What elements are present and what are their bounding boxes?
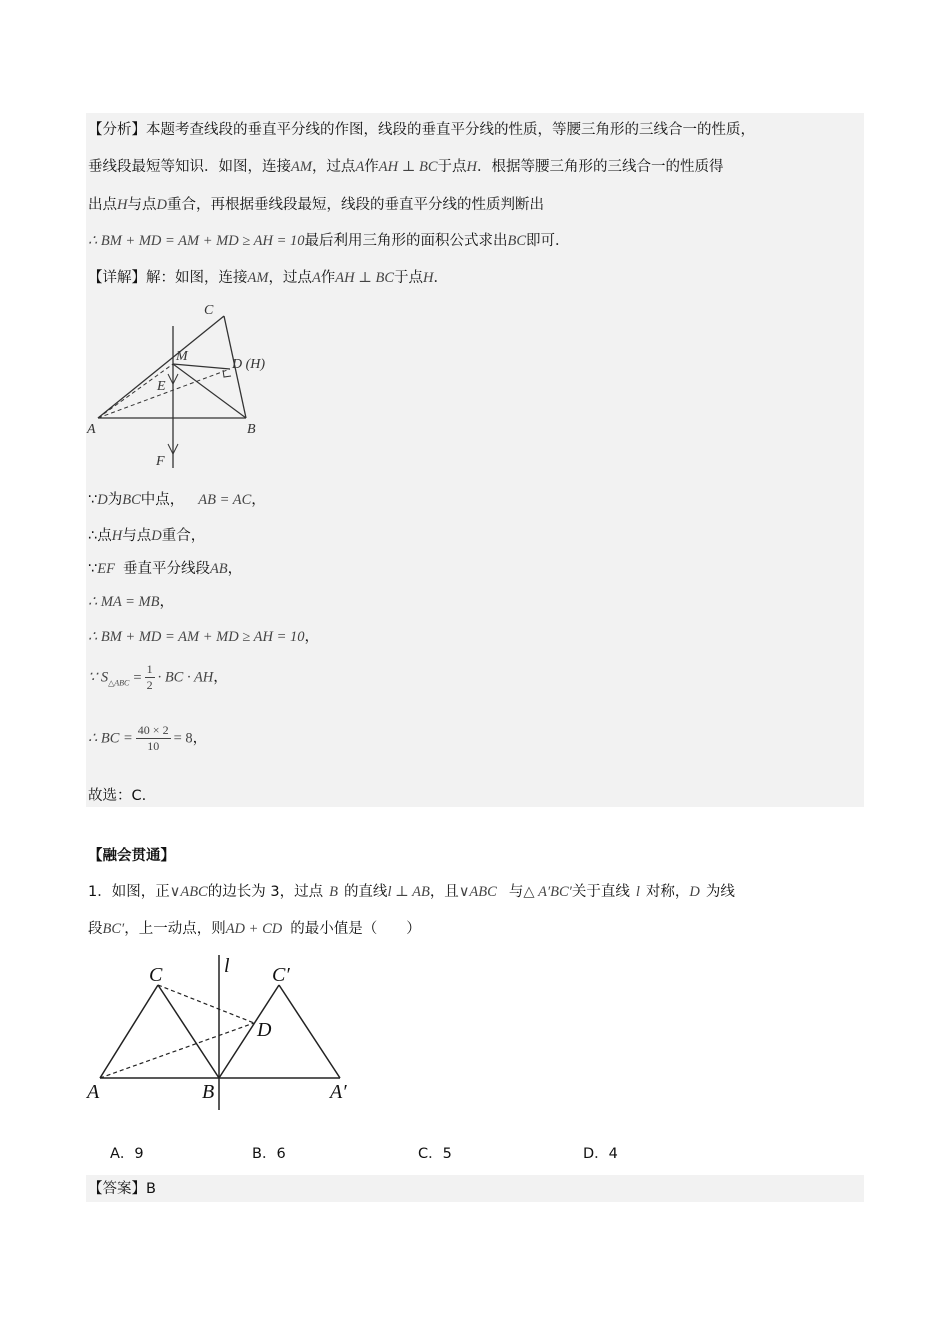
label-m: M xyxy=(176,349,188,364)
segment-c-prime-a-prime xyxy=(279,985,340,1078)
fraction-40x2-over-10: $\frac{40 \times 2}{10}$ xyxy=(137,723,169,753)
analysis-line-4: ∴ BM + MD = AM + MD ≥ AH = 10最后利用三角形的面积公式求出BC即可． xyxy=(88,233,570,249)
segment-cd-dashed xyxy=(158,985,254,1023)
label-dh: D (H) xyxy=(232,357,266,372)
answer-block xyxy=(86,1175,864,1202)
label-e: E xyxy=(157,379,166,394)
label-a-prime: A′ xyxy=(330,1081,347,1103)
step-2: ∴点H与点D重合， xyxy=(88,528,206,544)
segment-mb xyxy=(173,364,246,418)
step-3: ∵EF 垂直平分线段AB， xyxy=(88,561,243,577)
option-d: D．4 xyxy=(583,1146,618,1162)
label-l: l xyxy=(224,955,230,977)
option-c: C．5 xyxy=(418,1146,452,1162)
label-c: C xyxy=(204,303,214,318)
analysis-line-2: 垂线段最短等知识．如图，连接AM，过点A作AH ⊥ BC于点H．根据等腰三角形的三线合一的性质得 xyxy=(88,159,724,175)
option-b: B．6 xyxy=(252,1146,286,1162)
analysis-tag: 【分析】 xyxy=(88,122,146,138)
detail-line: 【详解】解：如图，连接AM，过点A作AH ⊥ BC于点H． xyxy=(88,270,449,286)
label-c-prime: C′ xyxy=(272,964,290,986)
label-a: A xyxy=(87,422,96,437)
question-1-line-2: 段BC′，上一动点，则AD + CD 的最小值是（ ） xyxy=(88,921,421,937)
answer-value: B xyxy=(146,1181,156,1197)
practice-heading: 【融会贯通】 xyxy=(88,848,175,864)
segment-ac xyxy=(100,985,158,1078)
label-f: F xyxy=(156,454,165,469)
option-a: A．9 xyxy=(110,1146,144,1162)
fraction-one-half: $\frac{1}{2}$ xyxy=(146,662,153,692)
label-b: B xyxy=(202,1081,215,1103)
answer-line xyxy=(88,1179,156,1199)
answer-tag: 【答案】 xyxy=(88,1181,146,1197)
label-d: D xyxy=(257,1019,272,1041)
step-6-area-formula: ∵ $S_{\triangle ABC}$ = $\frac{1}{2}$ · BC · AH， xyxy=(88,662,228,692)
detail-tag: 【详解】 xyxy=(88,270,146,286)
segment-cb xyxy=(158,985,219,1078)
label-c: C xyxy=(149,964,163,986)
step-4: ∴ MA = MB， xyxy=(88,594,174,610)
step-7-bc-value: ∴ BC = $\frac{40 \times 2}{10}$ = 8， xyxy=(88,723,208,753)
figure-1-triangle xyxy=(84,298,284,478)
label-a: A xyxy=(87,1081,100,1103)
segment-md xyxy=(173,364,230,369)
segment-ad-dashed xyxy=(100,1023,254,1078)
step-1: ∵D为BC中点， AB = AC， xyxy=(88,492,266,508)
analysis-line-3: 出点H与点D重合，再根据垂线段最短，线段的垂直平分线的性质判断出 xyxy=(88,197,544,213)
label-b: B xyxy=(247,422,256,437)
figure-2-symmetric-triangles xyxy=(84,950,364,1115)
step-choice: 故选：C. xyxy=(88,788,147,804)
question-1-line-1: 1．如图，正∨ABC的边长为 3，过点 B 的直线l ⊥ AB，且∨ABC 与△ A′BC′关于直线 l 对称，D 为线 xyxy=(88,884,735,900)
analysis-line-1: 【分析】本题考查线段的垂直平分线的作图，线段的垂直平分线的性质，等腰三角形的三线合一的性质， xyxy=(88,122,755,138)
step-5: ∴ BM + MD = AM + MD ≥ AH = 10， xyxy=(88,629,319,645)
